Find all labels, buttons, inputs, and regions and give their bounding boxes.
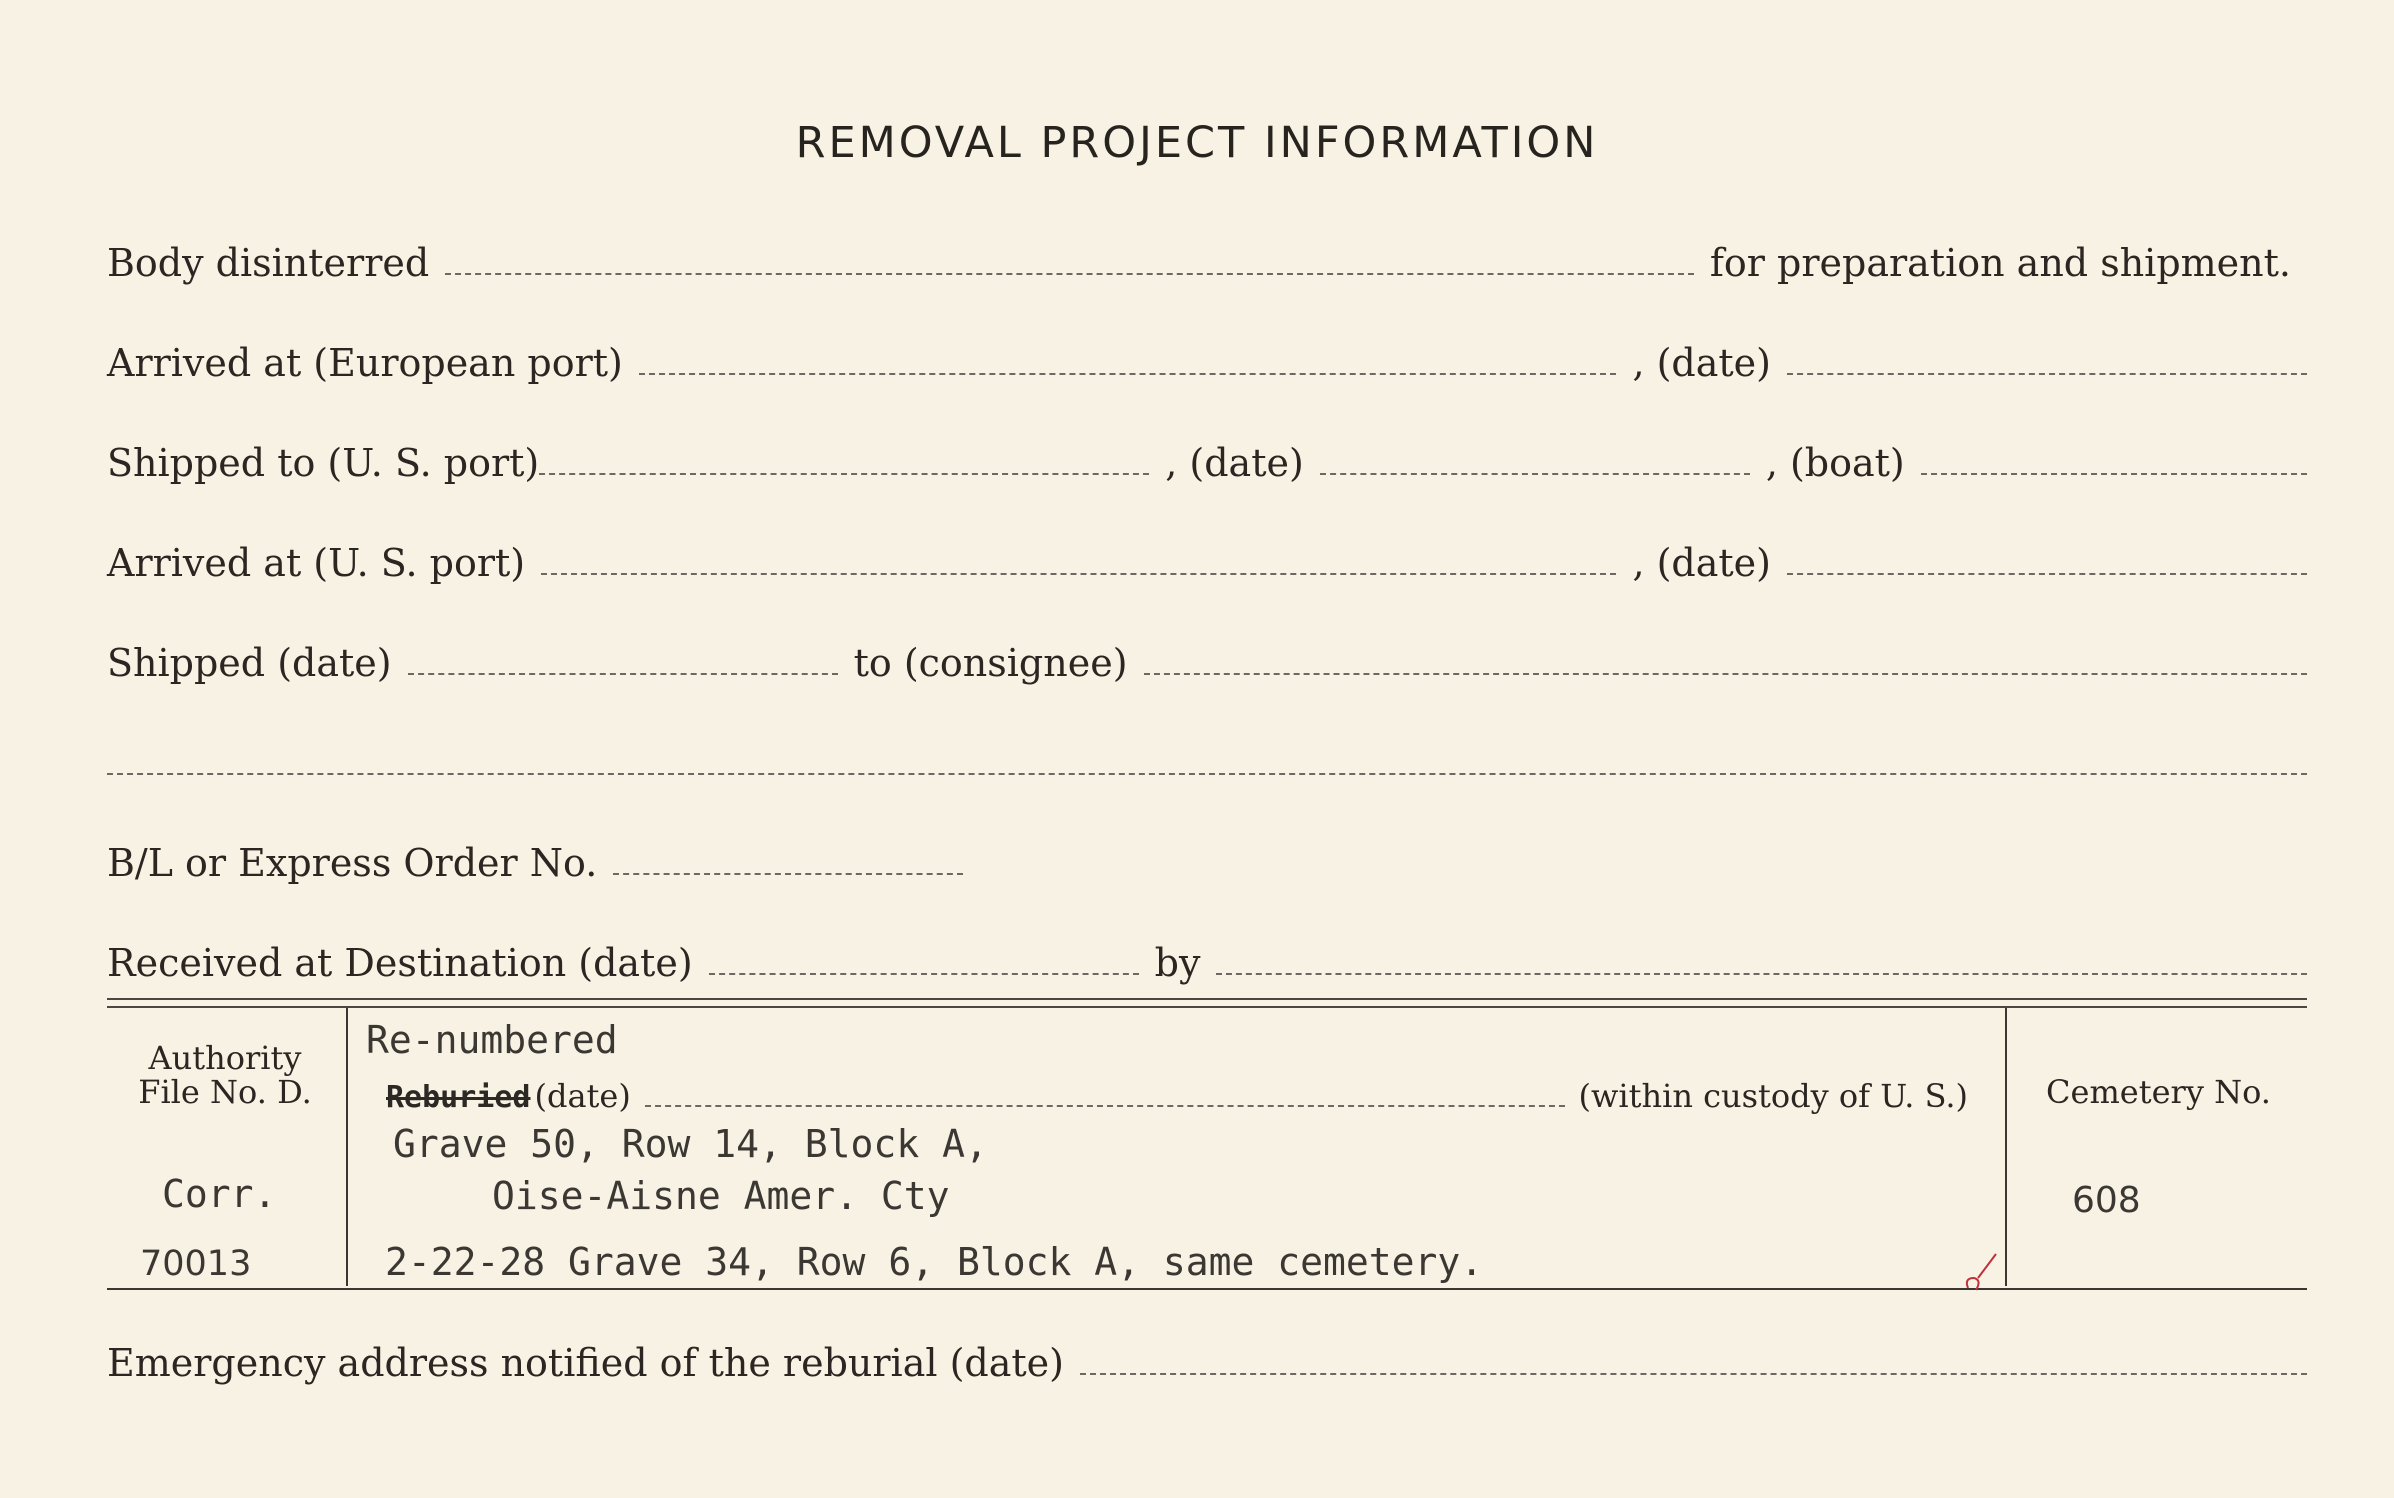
received-date-field[interactable] — [709, 973, 1139, 975]
file-number: 70013 — [140, 1244, 252, 1284]
received-label: Received at Destination (date) — [107, 941, 693, 985]
received-row — [107, 925, 2307, 985]
grave-line-2: Oise-Aisne Amer. Cty — [492, 1174, 950, 1218]
file-no-label: File No. D. — [138, 1073, 312, 1111]
authority-label: Authority — [148, 1039, 302, 1077]
shipped-date-label: Shipped (date) — [107, 641, 392, 685]
bl-order-label: B/L or Express Order No. — [107, 841, 598, 885]
arrived-us-port-field[interactable] — [541, 573, 1616, 575]
us-port-field[interactable] — [539, 473, 1149, 475]
body-disinterred-label: Body disinterred — [107, 241, 430, 285]
shipped-date-row — [107, 625, 2307, 685]
box-divider-left — [346, 1008, 348, 1286]
ship-date-field[interactable] — [1320, 473, 1750, 475]
arrived-european-label: Arrived at (European port) — [107, 341, 623, 385]
body-disinterred-row — [107, 225, 2307, 285]
box-divider-right — [2005, 1008, 2007, 1286]
date-label: , (date) — [1165, 441, 1304, 485]
red-pencil-mark — [1960, 1248, 2010, 1296]
emergency-row — [107, 1325, 2307, 1385]
emergency-label: Emergency address notified of the reburial (date) — [107, 1341, 1064, 1385]
reburied-struck-label: Reburied — [386, 1080, 531, 1115]
for-preparation-label: for preparation and shipment. — [1709, 241, 2291, 285]
emergency-date-field[interactable] — [1080, 1373, 2307, 1375]
reburied-date-label: (date) — [534, 1077, 631, 1115]
shipped-us-row — [107, 425, 2307, 485]
custody-label: (within custody of U. S.) — [1578, 1077, 1968, 1115]
received-by-field[interactable] — [1216, 973, 2307, 975]
arrived-us-date-field[interactable] — [1787, 573, 2307, 575]
consignee-continuation-field[interactable] — [107, 773, 2307, 775]
reburied-row — [386, 1071, 1968, 1115]
arrived-us-label: Arrived at (U. S. port) — [107, 541, 526, 585]
reburied-date-field[interactable] — [645, 1105, 1565, 1107]
boat-label: , (boat) — [1765, 441, 1905, 485]
bl-order-field[interactable] — [613, 873, 963, 875]
by-label: by — [1154, 941, 1201, 985]
shipped-us-label: Shipped to (U. S. port) — [107, 441, 540, 485]
european-date-field[interactable] — [1787, 373, 2307, 375]
european-port-field[interactable] — [639, 373, 1617, 375]
body-disinterred-field[interactable] — [445, 273, 1694, 275]
regrave-line: 2-22-28 Grave 34, Row 6, Block A, same cemetery. — [385, 1240, 1484, 1284]
cemetery-number: 608 — [2072, 1180, 2141, 1221]
arrived-european-row — [107, 325, 2307, 385]
bl-order-row — [107, 825, 2307, 885]
shipped-date-field[interactable] — [408, 673, 838, 675]
date-label: , (date) — [1632, 341, 1771, 385]
boat-field[interactable] — [1921, 473, 2307, 475]
corr-text: Corr. — [162, 1172, 277, 1216]
date-label: , (date) — [1632, 541, 1771, 585]
grave-line-1: Grave 50, Row 14, Block A, — [393, 1122, 988, 1166]
card-title: REMOVAL PROJECT INFORMATION — [795, 118, 1599, 168]
consignee-field[interactable] — [1144, 673, 2307, 675]
consignee-label: to (consignee) — [853, 641, 1128, 685]
cemetery-no-label: Cemetery No. — [2046, 1073, 2271, 1111]
renumbered-text: Re-numbered — [366, 1018, 618, 1062]
arrived-us-row — [107, 525, 2307, 585]
box-top-rule — [107, 998, 2307, 1008]
